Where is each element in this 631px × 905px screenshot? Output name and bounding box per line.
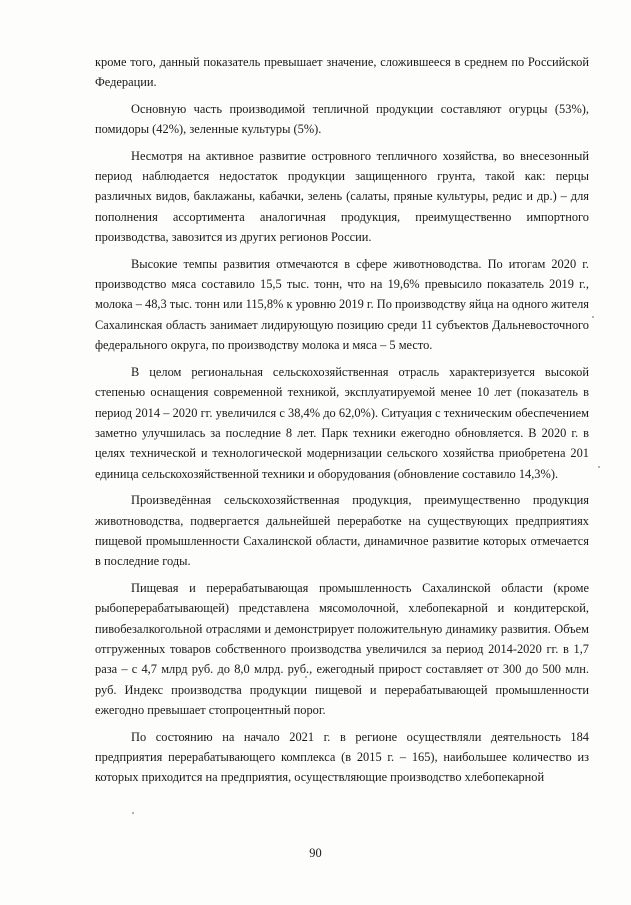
paragraph-machinery: В целом региональная сельскохозяйственная отрасль характеризуется высокой степенью оснащения современной техникой, эксплуатируемой менее 10 лет (показатель в период 2014 – 2020 гг. увеличился с 38,4% до 62,0%). Ситуация с техническим обеспечением заметно улучшилась за последние 8 лет. Парк техники ежегодно обновляется. В 2020 г. в целях технической и технологической модернизации сельского хозяйства приобретена 201 единица сельскохозяйственной техники и оборудования (обновление составило 14,3%). [95,364,589,481]
paragraph-continuation: кроме того, данный показатель превышает значение, сложившееся в среднем по Российской Федерации. [95,55,589,90]
paragraph-processing: Произведённая сельскохозяйственная продукция, преимущественно продукция животноводства, подвергается дальнейшей переработке на существующих предприятиях пищевой промышленности Сахалинской области, динамичное развитие которых отмечается в последние годы. [95,493,589,569]
scan-speck [598,466,600,468]
page-number: 90 [309,846,322,860]
document-body [95,52,589,794]
scan-speck [305,676,307,678]
paragraph-greenhouse-products: Основную часть производимой тепличной продукции составляют огурцы (53%), помидоры (42%), зеленные культуры (5%). [95,101,589,137]
paragraph-enterprises: По состоянию на начало 2021 г. в регионе осуществляли деятельность 184 предприятия перерабатывающего комплекса (в 2015 г. – 165), наибольшее количество из которых приходится на предприятия, осуществляющие производство хлебопекарной [95,729,589,785]
paragraph-livestock: Высокие темпы развития отмечаются в сфере животноводства. По итогам 2020 г. производство мяса составило 15,5 тыс. тонн, что на 19,6% превысило показатель 2019 г., молока – 48,3 тыс. тонн или 115,8% к уровню 2019 г. По производству яйца на одного жителя Сахалинская область занимает лидирующую позицию среди 11 субъектов Дальневосточного федерального округа, по производству молока и мяса – 5 место. [95,256,589,353]
paragraph-offseason-shortage: Несмотря на активное развитие островного тепличного хозяйства, во внесезонный период наблюдается недостаток продукции защищенного грунта, такой как: перцы различных видов, баклажаны, кабачки, зелень (салаты, пряные культуры, редис и др.) – для пополнения ассортимента аналогичная продукция, преимущественно импортного производства, завозится из других регионов России. [95,148,589,245]
scan-speck [592,316,594,318]
scan-speck [132,812,134,814]
paragraph-food-industry: Пищевая и перерабатывающая промышленность Сахалинской области (кроме рыбоперерабатывающей) представлена мясомолочной, хлебопекарной и кондитерской, пивобезалкогольной отраслями и демонстрирует положительную динамику развития. Объем отгруженных товаров собственного производства увеличился за период 2014-2020 гг. в 1,7 раза – с 4,7 млрд руб. до 8,0 млрд. руб., ежегодный прирост составляет от 300 до 500 млн. руб. Индекс производства продукции пищевой и перерабатывающей промышленности ежегодно превышает стопроцентный порог. [95,580,589,718]
